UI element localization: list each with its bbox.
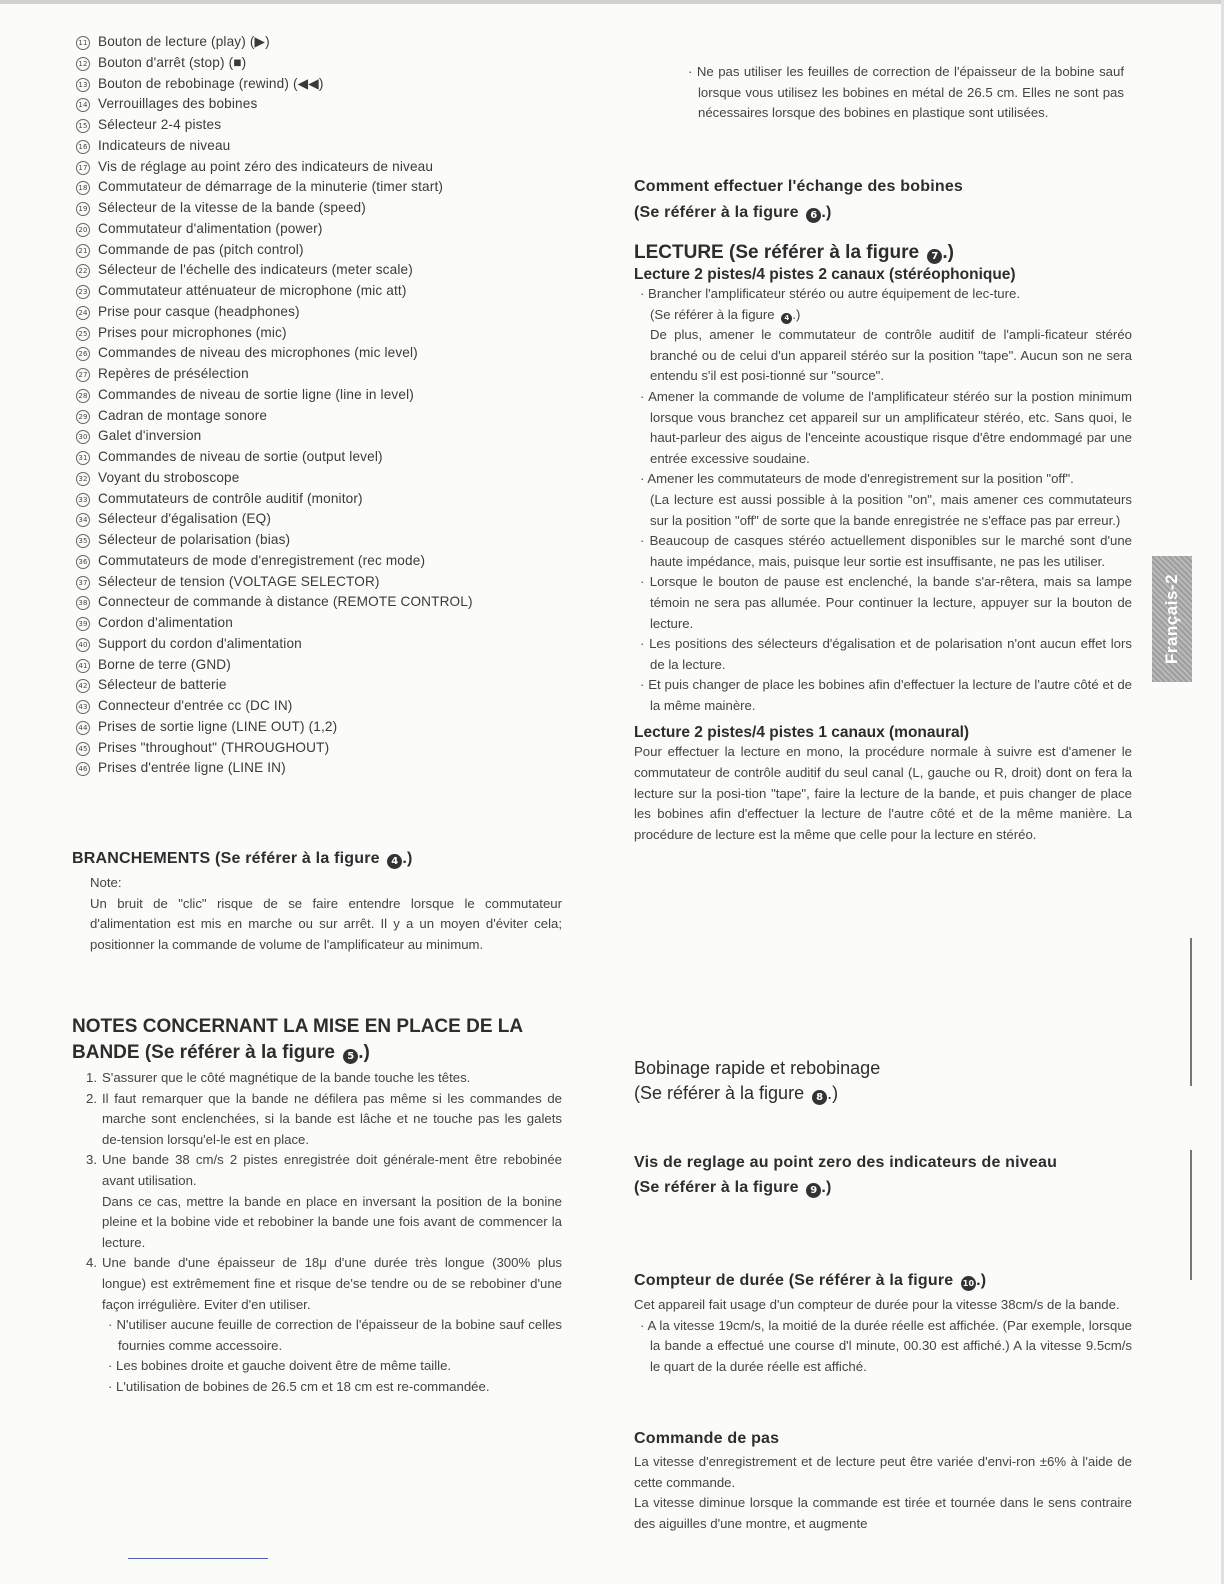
legend-item (76, 74, 576, 95)
legend-number: 21 (76, 244, 90, 258)
notes-item-4: 4. Une bande d'une épaisseur de 18μ d'une durée très longue (300% plus longue) est extrêmement fine et risque de'se tendre ou de se rebobiner d'une façon irrégulière. Eviter d'en utiliser. (86, 1255, 562, 1312)
legend-label: Bouton d'arrêt (stop) (■) (98, 54, 247, 70)
legend-label: Bouton de rebobinage (rewind) (◀◀) (98, 75, 324, 91)
lecture-title: LECTURE (Se référer à la figure 7 .) (634, 242, 954, 263)
legend-number: 32 (76, 472, 90, 486)
legend-label: Commutateur atténuateur de microphone (mic att) (98, 283, 407, 298)
legend-number: 33 (76, 493, 90, 507)
section-echange (634, 174, 963, 226)
legend-number: 42 (76, 679, 90, 693)
branchements-note-label: Note: (90, 875, 122, 890)
legend-label: Sélecteur de la vitesse de la bande (speed) (98, 200, 366, 215)
notes-item-2: 2. Il faut remarquer que la bande ne défilera pas même si les commandes de marche sont enclenchées, si la bande est lâche et ne touche pas les galets de-tension lorsqu'el-le est en place. (86, 1090, 562, 1147)
legend-number: 41 (76, 659, 90, 673)
legend-item (76, 260, 576, 281)
lecture-mono-subtitle: Lecture 2 pistes/4 pistes 1 canaux (monaural) (634, 724, 970, 742)
lecture-bullet-3: · Amener les commutateurs de mode d'enregistrement sur la position "off". (640, 471, 1074, 487)
lecture-bullet-2: · Amener la commande de volume de l'amplificateur stéréo sur la postion minimum lorsque vous branchez cet appareil sur un amplificateur stéréo, etc. Sans quoi, le haut-parleur des aigus de l'enceinte acoustique risque d'être endommagé par une entrée excessive soudaine. (640, 388, 1132, 466)
legend-item (76, 696, 576, 717)
legend-item (76, 53, 576, 74)
lecture-bullet-1-ref: (Se référer à la figure 4 .) (650, 306, 801, 322)
lecture-bullet-4: · Beaucoup de casques stéréo actuellement disponibles sur le marché sont d'une haute impédance, mais, puisque leur sortie est insuffisante, ne pas les utiliser. (640, 533, 1132, 569)
legend-item (76, 572, 576, 593)
lecture-bullet-1-detail: De plus, amener le commutateur de contrôle auditif de l'ampli-ficateur stéréo branché ou de celui d'un appareil stéréo sur la position "tape". Aucun son ne sera entendu s'il est posi-tionné sur "source". (650, 327, 1132, 384)
legend-label: Prises de sortie ligne (LINE OUT) (1,2) (98, 718, 338, 734)
legend-label: Commande de pas (pitch control) (98, 241, 304, 257)
legend-label: Cordon d'alimentation (98, 615, 233, 630)
legend-number: 17 (76, 161, 90, 175)
legend-label: Prises "throughout" (THROUGHOUT) (98, 739, 330, 755)
legend-item (76, 655, 576, 676)
legend-number: 27 (76, 368, 90, 382)
legend-label: Indicateurs de niveau (98, 137, 231, 153)
legend-number: 35 (76, 534, 90, 548)
legend-number: 31 (76, 451, 90, 465)
legend-label: Cadran de montage sonore (98, 407, 268, 423)
notes-bullet-1: · N'utiliser aucune feuille de correction de l'épaisseur de la bobine sauf celles fournies comme accessoire. (108, 1317, 562, 1353)
legend-number: 29 (76, 410, 90, 424)
legend-label: Bouton de lecture (play) (▶) (98, 34, 270, 49)
legend-item (76, 592, 576, 613)
legend-number: 18 (76, 181, 90, 195)
section-compteur (634, 1272, 1132, 1377)
bobinage-title: Bobinage rapide et rebobinage (Se référer à la figure 8 .) (634, 1058, 881, 1103)
legend-item (76, 281, 576, 302)
legend-item (76, 94, 576, 115)
compteur-text: Cet appareil fait usage d'un compteur de durée pour la vitesse 38cm/s de la bande. (634, 1297, 1120, 1312)
pas-text-2: La vitesse diminue lorsque la commande est tirée et tournée dans le sens contraire des aiguilles d'une montre, et augmente (634, 1495, 1132, 1531)
legend-label: Commutateurs de contrôle auditif (monitor) (98, 490, 363, 506)
notes-item-1: 1. S'assurer que le côté magnétique de la bande touche les têtes. (86, 1070, 471, 1085)
legend-item (76, 758, 576, 779)
legend-label: Connecteur de commande à distance (REMOTE CONTROL) (98, 594, 473, 610)
margin-bar-2 (1190, 1150, 1192, 1280)
legend-item (76, 613, 576, 634)
legend-item (76, 509, 576, 530)
legend-item (76, 468, 576, 489)
legend-number: 45 (76, 742, 90, 756)
legend-label: Commutateur de démarrage de la minuterie (timer start) (98, 179, 444, 195)
notes-bullet-3: · L'utilisation de bobines de 26.5 cm et 18 cm est re-commandée. (108, 1378, 490, 1394)
legend-label: Vis de réglage au point zéro des indicateurs de niveau (98, 158, 434, 174)
section-pas (634, 1430, 1132, 1534)
legend-number: 46 (76, 762, 90, 776)
notes-title: NOTES CONCERNANT LA MISE EN PLACE DE LA BANDE (Se référer à la figure 5 .) (72, 1016, 524, 1063)
legend-number: 28 (76, 389, 90, 403)
legend-label: Sélecteur de batterie (98, 677, 227, 693)
reel-thickness-bullet: · Ne pas utiliser les feuilles de correction de l'épaisseur de la bobine sauf lorsque vous utilisez les bobines en métal de 26.5 cm. Elles ne sont pas nécessaires lorsque des bobines en plastique sont utilisées. (688, 64, 1124, 121)
legend-item (76, 385, 576, 406)
legend-number: 34 (76, 513, 90, 527)
legend-label: Sélecteur 2-4 pistes (98, 117, 222, 132)
legend-item (76, 240, 576, 261)
legend-label: Prises pour microphones (mic) (98, 324, 287, 340)
language-side-tab: Français-2 (1152, 556, 1192, 682)
top-edge (0, 0, 1224, 4)
legend-number: 22 (76, 264, 90, 278)
legend-number: 11 (76, 36, 90, 50)
legend-label: Sélecteur de tension (VOLTAGE SELECTOR) (98, 573, 380, 589)
parts-legend (76, 32, 576, 779)
legend-number: 19 (76, 202, 90, 216)
legend-item (76, 157, 576, 178)
legend-label: Commutateurs de mode d'enregistrement (rec mode) (98, 552, 426, 568)
legend-item (76, 551, 576, 572)
legend-label: Prise pour casque (headphones) (98, 303, 300, 319)
legend-label: Verrouillages des bobines (98, 96, 258, 112)
legend-number: 37 (76, 576, 90, 590)
pas-text-1: La vitesse d'enregistrement et de lecture peut être variée d'envi-ron ±6% à l'aide de cette commande. (634, 1454, 1132, 1490)
legend-item (76, 717, 576, 738)
legend-label: Commandes de niveau de sortie (output level) (98, 449, 383, 464)
legend-number: 24 (76, 306, 90, 320)
legend-item (76, 177, 576, 198)
legend-number: 30 (76, 430, 90, 444)
legend-item (76, 136, 576, 157)
legend-item (76, 343, 576, 364)
branchements-title: BRANCHEMENTS (Se référer à la figure 4 .) (72, 850, 413, 867)
legend-item (76, 447, 576, 468)
notes-bullet-2: · Les bobines droite et gauche doivent être de même taille. (108, 1358, 452, 1374)
legend-number: 38 (76, 596, 90, 610)
legend-item (76, 115, 576, 136)
lecture-bullet-6: · Les positions des sélecteurs d'égalisation et de polarisation n'ont aucun effet lors de la lecture. (640, 636, 1132, 672)
legend-label: Commandes de niveau des microphones (mic level) (98, 345, 418, 361)
section-vis (634, 1150, 1057, 1200)
legend-number: 12 (76, 57, 90, 71)
lecture-bullet-1: · Brancher l'amplificateur stéréo ou autre équipement de lec-ture. (640, 286, 1021, 301)
legend-number: 39 (76, 617, 90, 631)
legend-label: Sélecteur d'égalisation (EQ) (98, 511, 272, 527)
legend-label: Prises d'entrée ligne (LINE IN) (98, 760, 286, 776)
legend-item (76, 738, 576, 759)
legend-number: 44 (76, 721, 90, 735)
margin-bar-1 (1190, 938, 1192, 1086)
legend-item (76, 32, 576, 53)
notes-item-3: 3. Une bande 38 cm/s 2 pistes enregistrée doit générale-ment être rebobinée avant utilisation. (86, 1152, 562, 1188)
footnote-rule (128, 1558, 268, 1559)
legend-number: 16 (76, 140, 90, 154)
compteur-title: Compteur de durée (Se référer à la figure 10 .) (634, 1272, 987, 1289)
lecture-stereo-subtitle: Lecture 2 pistes/4 pistes 2 canaux (stéréophonique) (634, 266, 1016, 283)
legend-item (76, 406, 576, 427)
legend-label: Sélecteur de polarisation (bias) (98, 532, 291, 547)
legend-number: 40 (76, 638, 90, 652)
legend-label: Sélecteur de l'échelle des indicateurs (meter scale) (98, 262, 413, 278)
legend-item (76, 323, 576, 344)
legend-item (76, 489, 576, 510)
legend-item (76, 530, 576, 551)
legend-label: Connecteur d'entrée cc (DC IN) (98, 698, 293, 713)
legend-label: Borne de terre (GND) (98, 656, 231, 672)
section-notes (72, 1014, 562, 1398)
legend-number: 13 (76, 78, 90, 92)
legend-number: 43 (76, 700, 90, 714)
legend-item (76, 364, 576, 385)
legend-number: 23 (76, 285, 90, 299)
legend-label: Support du cordon d'alimentation (98, 635, 302, 651)
section-lecture (634, 240, 1132, 845)
legend-item (76, 219, 576, 240)
echange-title: Comment effectuer l'échange des bobines (Se référer à la figure 6 .) (634, 178, 964, 221)
section-branchements (72, 850, 562, 955)
lecture-mono-text: Pour effectuer la lecture en mono, la procédure normale à suivre est d'amener le commutateur de contrôle auditif du seul canal (L, gauche ou R, droit) dont on fera la lecture sur la posi-tion "tape", faire la lecture de la bande, et puis changer de place les bobines afin d'effectuer la lecture de l'autre côté et de la même manière. La procédure de lecture est la même que celle pour la lecture en stéréo. (634, 744, 1132, 842)
pas-title: Commande de pas (634, 1430, 780, 1447)
legend-number: 15 (76, 119, 90, 133)
compteur-bullet: · A la vitesse 19cm/s, la moitié de la durée réelle est affichée. (Par exemple, lorsque la bande a effectué une course d'l minute, 00.30 est affiché.) A la vitesse 9.5cm/s le quart de la durée réelle est affiché. (640, 1317, 1132, 1374)
lecture-bullet-3-detail: (La lecture est aussi possible à la position "on", mais amener ces commutateurs sur la position "off" de sorte que la bande enregistrée ne s'efface pas par erreur.) (650, 491, 1132, 528)
lecture-bullet-7: · Et puis changer de place les bobines afin d'effectuer la lecture de l'autre côté et de la même mainère. (640, 677, 1132, 713)
vis-title: Vis de reglage au point zero des indicateurs de niveau (Se référer à la figure 9 .) (634, 1154, 1058, 1196)
legend-number: 25 (76, 327, 90, 341)
legend-label: Commutateur d'alimentation (power) (98, 220, 323, 236)
legend-item (76, 675, 576, 696)
branchements-note: Un bruit de "clic" risque de se faire entendre lorsque le commutateur d'alimentation est mis en marche ou sur arrêt. Il y a un moyen d'éviter cela; positionner la commande de volume de l'amplificateur au minimum. (90, 895, 562, 952)
legend-number: 20 (76, 223, 90, 237)
legend-label: Repères de présélection (98, 366, 249, 381)
section-bobinage (634, 1056, 880, 1106)
legend-number: 36 (76, 555, 90, 569)
legend-item (76, 198, 576, 219)
legend-label: Voyant du stroboscope (98, 469, 240, 485)
lecture-bullet-5: · Lorsque le bouton de pause est enclenché, la bande s'ar-rêtera, mais sa lampe témoin ne sera pas allumée. Pour continuer la lecture, appuyer sur la bouton de lecture. (640, 574, 1132, 631)
legend-label: Galet d'inversion (98, 428, 202, 444)
legend-number: 26 (76, 347, 90, 361)
legend-item (76, 426, 576, 447)
notes-item-3-detail: Dans ce cas, mettre la bande en place en inversant la position de la bonine pleine et la bobine vide et rebobiner la bande une fois avant de commencer la lecture. (102, 1193, 562, 1250)
legend-item (76, 634, 576, 655)
legend-label: Commandes de niveau de sortie ligne (line in level) (98, 386, 414, 402)
legend-item (76, 302, 576, 323)
legend-number: 14 (76, 98, 90, 112)
